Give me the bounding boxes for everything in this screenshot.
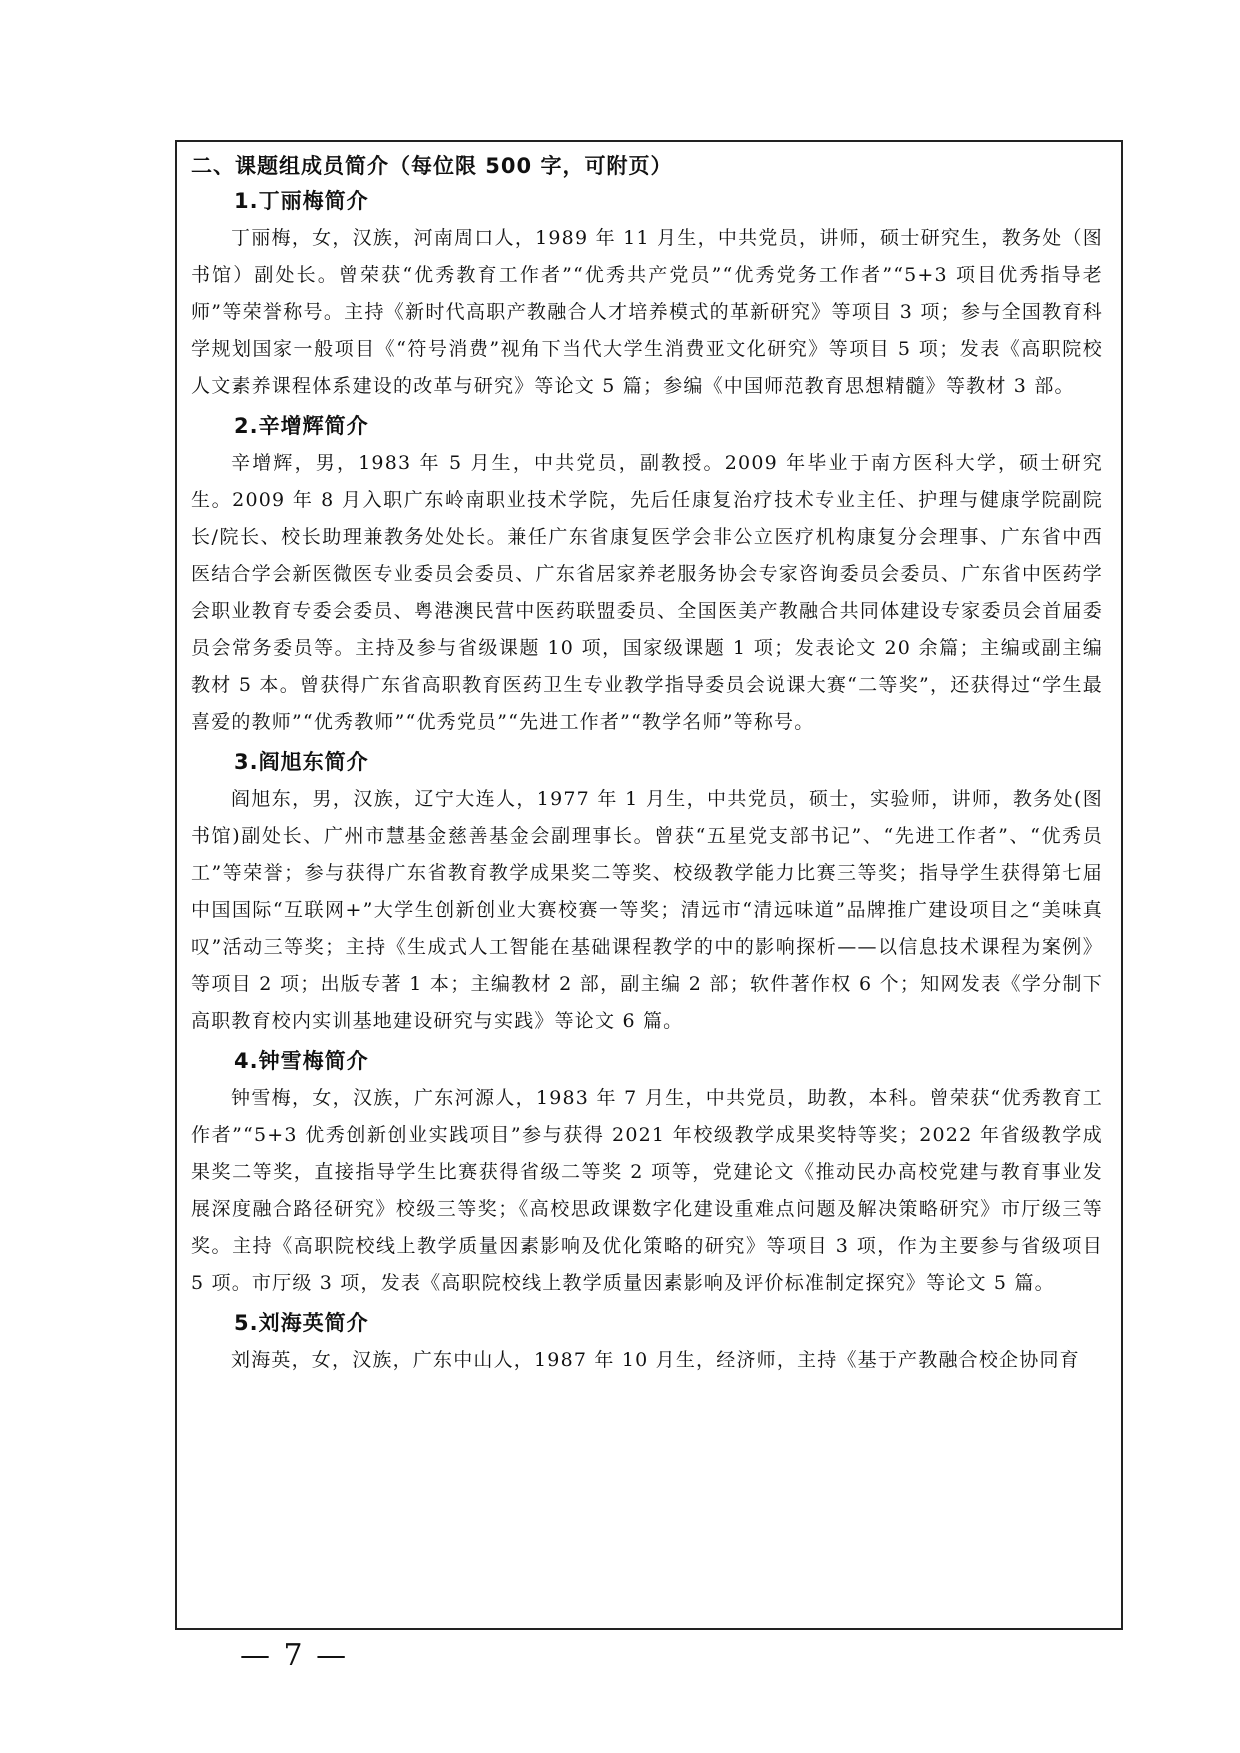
member-heading-5: 5.刘海英简介 (234, 1311, 369, 1335)
page-number: — 7 — (240, 1638, 349, 1673)
member-bio-4: 钟雪梅，女，汉族，广东河源人，1983 年 7 月生，中共党员，助教，本科。曾荣获“优秀教育工作者”“5+3 优秀创新创业实践项目”参与获得 2021 年校级教学成果奖特等奖；2022 年省级教学成果奖二等奖，直接指导学生比赛获得省级二等奖 2 项等，党建论文《推动民办高校党建与教育事业发展深度融合路径研究》校级三等奖；《高校思政课数字化建设重难点问题及解决策略研究》市厅级三等奖。主持《高职院校线上教学质量因素影响及优化策略的研究》等项目 3 项，作为主要参与省级项目 5 项。市厅级 3 项，发表《高职院校线上教学质量因素影响及评价标准制定探究》等论文 5 篇。 (191, 1087, 1103, 1294)
member-bio-3: 阎旭东，男，汉族，辽宁大连人，1977 年 1 月生，中共党员，硕士，实验师，讲师，教务处(图书馆)副处长、广州市慧基金慈善基金会副理事长。曾获“五星党支部书记”、“先进工作者”、“优秀员工”等荣誉；参与获得广东省教育教学成果奖二等奖、校级教学能力比赛三等奖；指导学生获得第七届中国国际“互联网+”大学生创新创业大赛校赛一等奖；清远市“清远味道”品牌推广建设项目之“美味真叹”活动三等奖；主持《生成式人工智能在基础课程教学的中的影响探析——以信息技术课程为案例》等项目 2 项；出版专著 1 本；主编教材 2 部，副主编 2 部；软件著作权 6 个；知网发表《学分制下高职教育校内实训基地建设研究与实践》等论文 6 篇。 (191, 788, 1103, 1032)
member-bio-2: 辛增辉，男，1983 年 5 月生，中共党员，副教授。2009 年毕业于南方医科大学，硕士研究生。2009 年 8 月入职广东岭南职业技术学院，先后任康复治疗技术专业主任、护理与健康学院副院长/院长、校长助理兼教务处处长。兼任广东省康复医学会非公立医疗机构康复分会理事、广东省中西医结合学会新医微医专业委员会委员、广东省居家养老服务协会专家咨询委员会委员、广东省中医药学会职业教育专委会委员、粤港澳民营中医药联盟委员、全国医美产教融合共同体建设专家委员会首届委员会常务委员等。主持及参与省级课题 10 项，国家级课题 1 项；发表论文 20 余篇；主编或副主编教材 5 本。曾获得广东省高职教育医药卫生专业教学指导委员会说课大赛“二等奖”，还获得过“学生最喜爱的教师”“优秀教师”“优秀党员”“先进工作者”“教学名师”等称号。 (191, 452, 1103, 733)
section-title: 二、课题组成员简介（每位限 500 字，可附页） (191, 154, 673, 178)
member-heading-3: 3.阎旭东简介 (234, 750, 369, 774)
member-heading-1: 1.丁丽梅简介 (234, 189, 369, 213)
member-intro-table (175, 140, 1123, 1630)
member-bio-5: 刘海英，女，汉族，广东中山人，1987 年 10 月生，经济师，主持《基于产教融合校企协同育 (231, 1349, 1080, 1371)
member-heading-2: 2.辛增辉简介 (234, 414, 369, 438)
member-heading-4: 4.钟雪梅简介 (234, 1049, 369, 1073)
member-bio-1: 丁丽梅，女，汉族，河南周口人，1989 年 11 月生，中共党员，讲师，硕士研究生，教务处（图书馆）副处长。曾荣获“优秀教育工作者”“优秀共产党员”“优秀党务工作者”“5+3 项目优秀指导老师”等荣誉称号。主持《新时代高职产教融合人才培养模式的革新研究》等项目 3 项；参与全国教育科学规划国家一般项目《“符号消费”视角下当代大学生消费亚文化研究》等项目 5 项；发表《高职院校人文素养课程体系建设的改革与研究》等论文 5 篇；参编《中国师范教育思想精髓》等教材 3 部。 (191, 227, 1103, 397)
